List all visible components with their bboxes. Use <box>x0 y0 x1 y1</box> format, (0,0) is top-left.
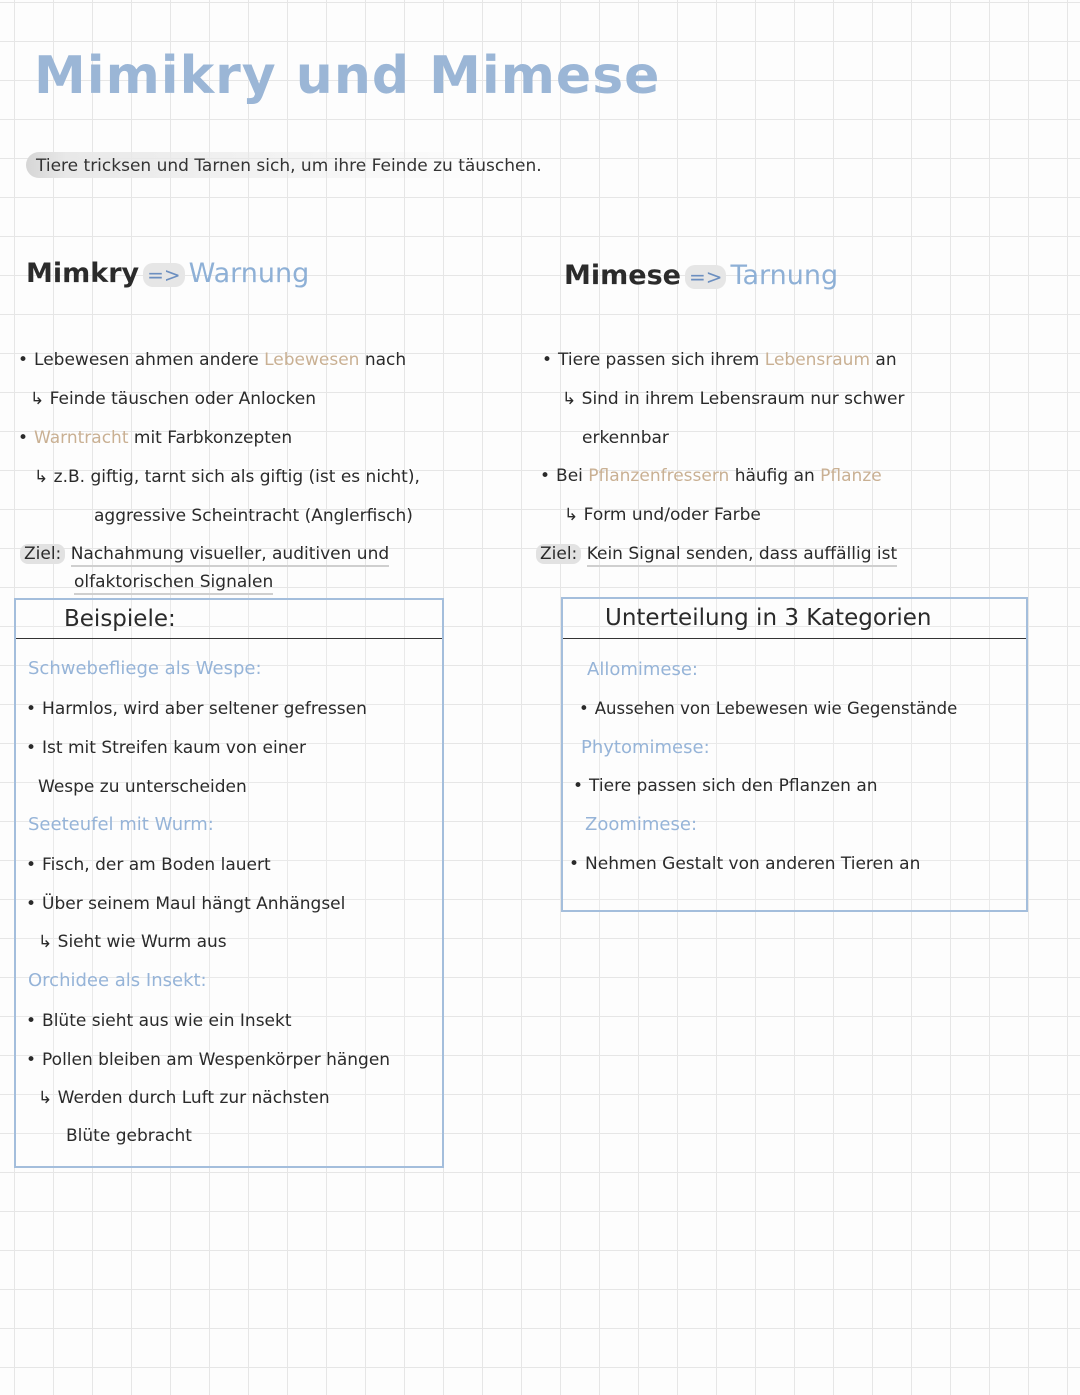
mimikry-line-3-tan: Warntracht <box>34 428 129 448</box>
kategorien-box <box>561 597 1028 912</box>
beispiele-box-header <box>16 600 442 639</box>
example-bullet-cont: Blüte gebracht <box>66 1126 192 1146</box>
mimikry-ziel-text-2: olfaktorischen Signalen <box>74 572 273 595</box>
mimese-line-1-post: an <box>870 350 897 370</box>
arrow-icon: => <box>143 263 185 287</box>
mimikry-line-5: aggressive Scheintracht (Anglerfisch) <box>94 506 413 526</box>
beispiele-box <box>14 598 444 1168</box>
mimese-line-1-pre: Tiere passen sich ihrem <box>558 350 765 370</box>
mimese-line-3-tan: Pflanzenfressern <box>588 466 730 486</box>
mimese-line-1-tan: Lebensraum <box>764 350 871 370</box>
mimese-line-2: ↳ Sind in ihrem Lebensraum nur schwer <box>562 389 905 409</box>
mimikry-ziel <box>20 544 389 564</box>
arrow-icon: => <box>685 265 727 289</box>
kategorien-title: Unterteilung in 3 Kategorien <box>605 605 932 631</box>
category-heading: Allomimese: <box>587 659 698 680</box>
mimese-heading <box>564 260 838 291</box>
example-bullet-cont: Wespe zu unterscheiden <box>38 777 247 797</box>
mimese-line-3-pre: Bei <box>556 466 589 486</box>
category-bullet: • Aussehen von Lebewesen wie Gegenstände <box>579 699 957 718</box>
category-bullet: • Nehmen Gestalt von anderen Tieren an <box>569 854 920 874</box>
mimikry-ziel-cont <box>74 572 273 592</box>
category-heading: Zoomimese: <box>585 814 698 835</box>
category-bullet: • Tiere passen sich den Pflanzen an <box>573 776 878 796</box>
mimese-ziel-label: Ziel: <box>536 544 581 564</box>
mimese-line-3 <box>540 466 882 486</box>
mimikry-ziel-label: Ziel: <box>20 544 65 564</box>
mimese-line-4: ↳ Form und/oder Farbe <box>564 505 761 525</box>
mimese-ziel <box>536 544 897 564</box>
mimese-line-1 <box>542 350 897 370</box>
mimikry-line-1 <box>18 350 406 370</box>
kategorien-box-header <box>563 599 1026 639</box>
example-bullet: • Pollen bleiben am Wespenkörper hängen <box>26 1050 390 1070</box>
example-bullet: • Blüte sieht aus wie ein Insekt <box>26 1011 292 1031</box>
example-heading: Orchidee als Insekt: <box>28 970 207 991</box>
subtitle: Tiere tricksen und Tarnen sich, um ihre Feinde zu täuschen. <box>26 152 668 178</box>
mimikry-line-3-rest: mit Farbkonzepten <box>128 428 293 448</box>
example-bullet: • Fisch, der am Boden lauert <box>26 855 271 875</box>
mimikry-ziel-text-1: Nachahmung visueller, auditiven und <box>71 544 389 567</box>
mimikry-heading-text: Mimkry <box>26 258 140 289</box>
mimese-accent: Tarnung <box>730 260 839 291</box>
example-bullet: • Ist mit Streifen kaum von einer <box>26 738 306 758</box>
mimikry-accent: Warnung <box>188 258 310 289</box>
mimese-line-3-mid: häufig an <box>729 466 821 486</box>
mimikry-heading <box>26 258 309 289</box>
example-bullet: • Über seinem Maul hängt Anhängsel <box>26 894 345 914</box>
beispiele-title: Beispiele: <box>64 606 176 632</box>
mimikry-line-1-pre: Lebewesen ahmen andere <box>34 350 265 370</box>
mimese-ziel-text: Kein Signal senden, dass auffällig ist <box>587 544 897 567</box>
mimikry-line-1-tan: Lebewesen <box>264 350 360 370</box>
page-title: Mimikry und Mimese <box>34 46 661 106</box>
mimese-line-3-tan-2: Pflanze <box>820 466 882 486</box>
example-bullet-cont: ↳ Werden durch Luft zur nächsten <box>38 1088 330 1108</box>
mimikry-line-3 <box>18 428 292 448</box>
example-bullet: • Harmlos, wird aber seltener gefressen <box>26 699 367 719</box>
category-heading: Phytomimese: <box>581 737 710 758</box>
mimikry-line-2: ↳ Feinde täuschen oder Anlocken <box>30 389 316 409</box>
example-heading: Seeteufel mit Wurm: <box>28 814 214 835</box>
example-bullet-cont: ↳ Sieht wie Wurm aus <box>38 932 227 952</box>
mimikry-line-1-post: nach <box>359 350 407 370</box>
mimese-heading-text: Mimese <box>564 260 681 291</box>
example-heading: Schwebefliege als Wespe: <box>28 658 262 679</box>
mimikry-line-4: ↳ z.B. giftig, tarnt sich als giftig (ist es nicht), <box>34 467 420 487</box>
mimese-line-2-cont: erkennbar <box>582 428 669 448</box>
